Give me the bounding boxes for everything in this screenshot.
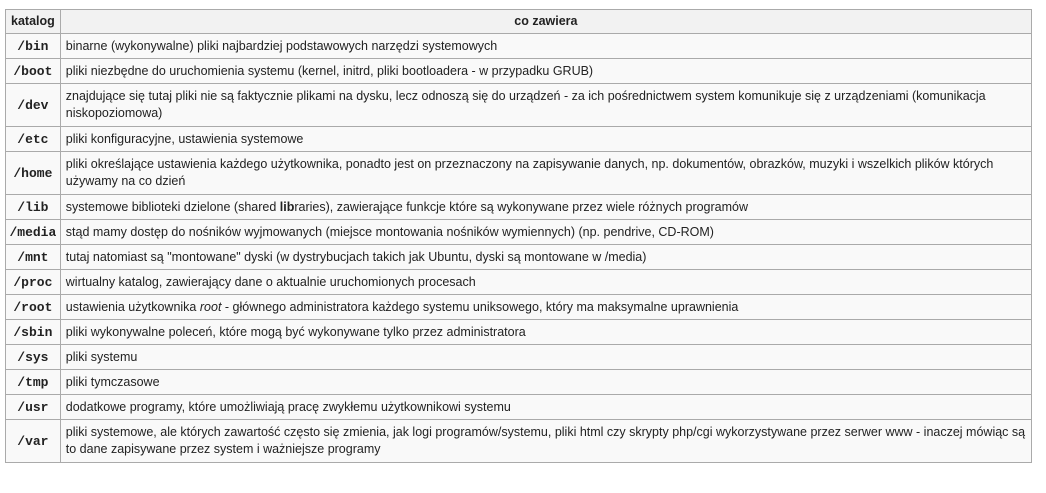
- desc-cell: [60, 295, 1031, 320]
- table-row: [6, 84, 1032, 127]
- table-row: [6, 420, 1032, 463]
- dir-cell: /dev: [6, 84, 61, 127]
- desc-cell: pliki wykonywalne poleceń, które mogą być wykonywane tylko przez administratora: [60, 320, 1031, 345]
- desc-text-italic: root: [199, 299, 222, 314]
- table-row: [6, 370, 1032, 395]
- desc-cell: [60, 195, 1031, 220]
- desc-cell: binarne (wykonywalne) pliki najbardziej podstawowych narzędzi systemowych: [60, 34, 1031, 59]
- dir-cell: /bin: [6, 34, 61, 59]
- desc-cell: pliki konfiguracyjne, ustawienia systemowe: [60, 127, 1031, 152]
- dir-cell: /home: [6, 152, 61, 195]
- desc-cell: stąd mamy dostęp do nośników wyjmowanych (miejsce montowania nośników wymiennych) (np. pendrive, CD-ROM): [60, 220, 1031, 245]
- table-row: [6, 152, 1032, 195]
- desc-cell: pliki tymczasowe: [60, 370, 1031, 395]
- desc-cell: znajdujące się tutaj pliki nie są faktycznie plikami na dysku, lecz odnoszą się do urządzeń - za ich pośrednictwem system komunikuje się z urządzeniami (komunikacja niskopoziomowa): [60, 84, 1031, 127]
- dir-cell: /tmp: [6, 370, 61, 395]
- table-row: [6, 127, 1032, 152]
- dir-cell: /var: [6, 420, 61, 463]
- table-row: [6, 270, 1032, 295]
- desc-cell: wirtualny katalog, zawierający dane o aktualnie uruchomionych procesach: [60, 270, 1031, 295]
- table-row: [6, 320, 1032, 345]
- desc-text-bold: lib: [279, 199, 295, 214]
- dir-cell: /root: [6, 295, 61, 320]
- table-row: [6, 34, 1032, 59]
- table-row: [6, 59, 1032, 84]
- header-katalog: katalog: [6, 10, 61, 34]
- table-row: [6, 245, 1032, 270]
- desc-cell: pliki niezbędne do uruchomienia systemu (kernel, initrd, pliki bootloadera - w przypadku GRUB): [60, 59, 1031, 84]
- table-row: [6, 195, 1032, 220]
- desc-cell: pliki systemowe, ale których zawartość często się zmienia, jak logi programów/systemu, pliki html czy skrypty php/cgi wykorzystywane przez serwer www - inaczej mówiąc są to dane zapisywane przez system i ważniejsze programy: [60, 420, 1031, 463]
- dir-cell: /usr: [6, 395, 61, 420]
- desc-cell: tutaj natomiast są "montowane" dyski (w dystrybucjach takich jak Ubuntu, dyski są montowane w /media): [60, 245, 1031, 270]
- desc-cell: dodatkowe programy, które umożliwiają pracę zwykłemu użytkownikowi systemu: [60, 395, 1031, 420]
- dir-cell: /lib: [6, 195, 61, 220]
- desc-text-post: raries), zawierające funkcje które są wykonywane przez wiele różnych programów: [294, 199, 749, 214]
- dir-cell: /boot: [6, 59, 61, 84]
- table-header-row: [6, 10, 1032, 34]
- desc-text-pre: systemowe biblioteki dzielone (shared: [65, 199, 280, 214]
- dir-cell: /sbin: [6, 320, 61, 345]
- table-row: [6, 220, 1032, 245]
- dir-cell: /proc: [6, 270, 61, 295]
- directory-table: [5, 9, 1032, 463]
- table-row: [6, 295, 1032, 320]
- dir-cell: /media: [6, 220, 61, 245]
- desc-text-post: - głównego administratora każdego systemu uniksowego, który ma maksymalne uprawnienia: [221, 299, 739, 314]
- header-co-zawiera: co zawiera: [60, 10, 1031, 34]
- dir-cell: /mnt: [6, 245, 61, 270]
- desc-cell: pliki określające ustawienia każdego użytkownika, ponadto jest on przeznaczony na zapisywanie danych, np. dokumentów, obrazków, muzyki i wszelkich plików których używamy na co dzień: [60, 152, 1031, 195]
- dir-cell: /etc: [6, 127, 61, 152]
- desc-cell: pliki systemu: [60, 345, 1031, 370]
- desc-text-pre: ustawienia użytkownika: [65, 299, 200, 314]
- dir-cell: /sys: [6, 345, 61, 370]
- table-row: [6, 395, 1032, 420]
- table-row: [6, 345, 1032, 370]
